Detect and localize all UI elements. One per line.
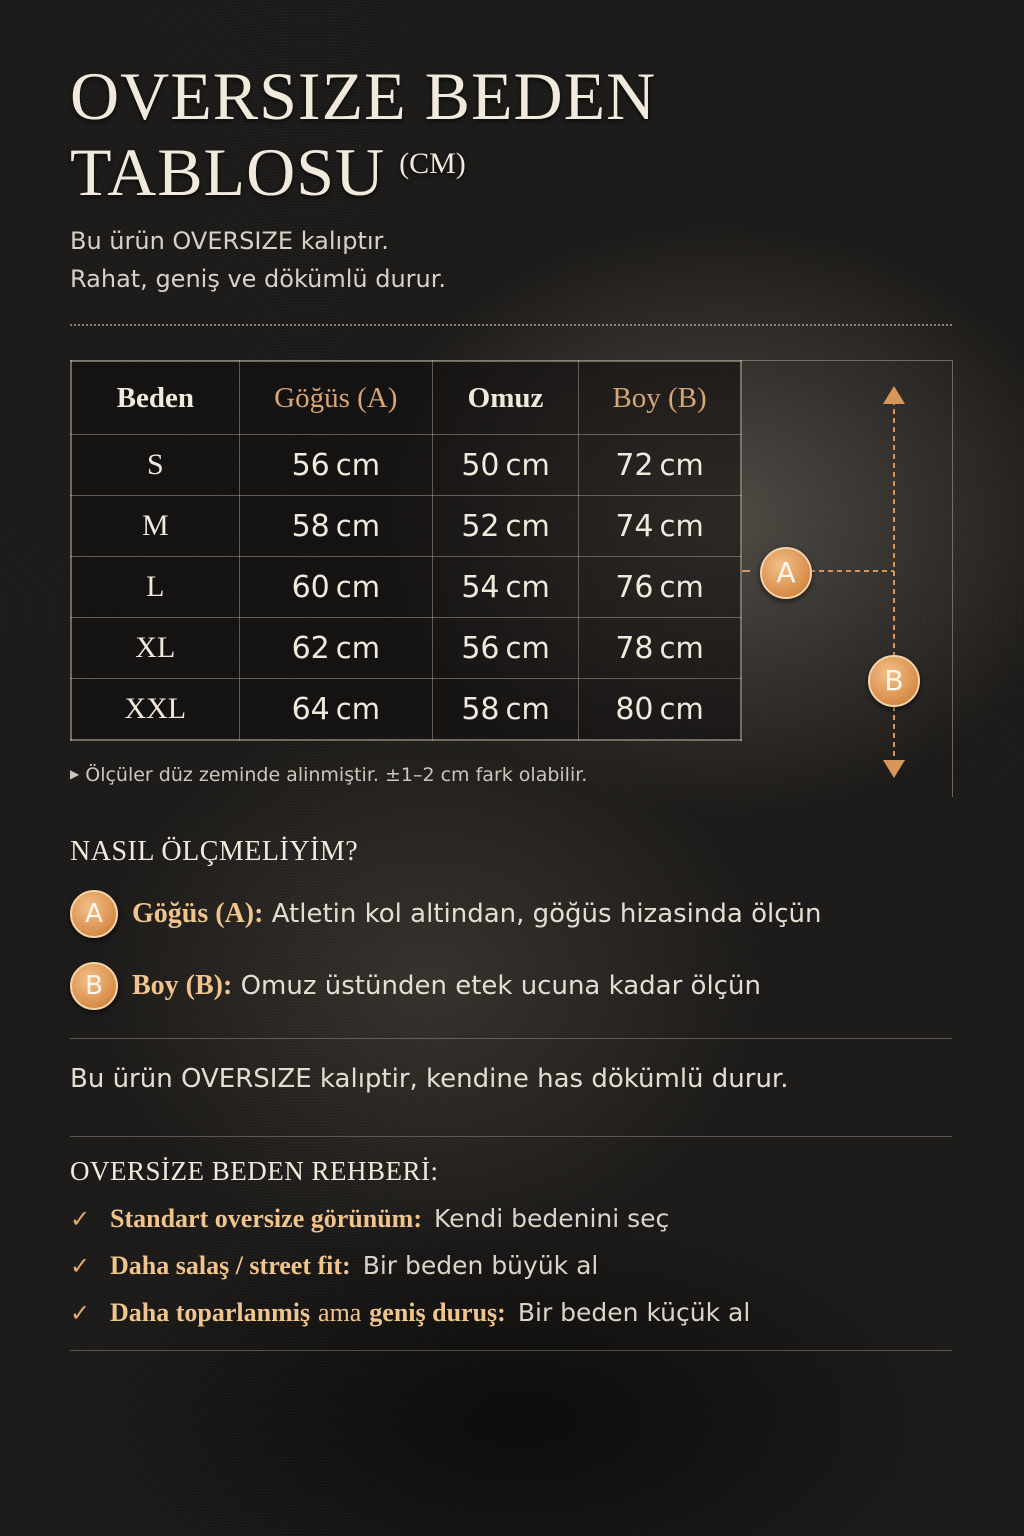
howto-text: [132, 898, 821, 930]
guide-label-part1: Daha toparlanmiş: [110, 1298, 311, 1327]
size-table: [70, 360, 742, 741]
cell-value: 62: [291, 630, 330, 666]
cell-gogus: [239, 435, 432, 496]
title-line-2: [70, 130, 656, 210]
cell-gogus: [239, 496, 432, 557]
howto-desc: Atletin kol altindan, göğüs hizasinda ölçün: [271, 899, 822, 929]
cell-size: XL: [71, 618, 239, 679]
cell-unit: cm: [505, 569, 550, 604]
measurement-note: [70, 764, 587, 786]
arrow-down-icon: [883, 760, 905, 778]
triangle-bullet-icon: ▶: [70, 767, 80, 781]
cell-size: S: [71, 435, 239, 496]
check-icon: ✓: [70, 1205, 91, 1233]
check-icon: ✓: [70, 1252, 91, 1280]
howto-title: NASIL ÖLÇMELİYİM?: [70, 836, 359, 867]
divider: [70, 1136, 952, 1137]
cell-gogus: [239, 557, 432, 618]
howto-item-a: [70, 890, 821, 938]
dotted-divider: [70, 324, 952, 326]
guide-value: Bir beden büyük al: [362, 1251, 599, 1280]
badge-a-icon: A: [760, 547, 812, 599]
badge-b-icon: B: [70, 962, 118, 1010]
cell-value: 58: [461, 691, 500, 727]
cell-size: XXL: [71, 679, 239, 741]
cell-boy: [579, 679, 741, 741]
cell-value: 56: [291, 447, 330, 483]
arrow-up-icon: [883, 386, 905, 404]
cell-value: 52: [461, 508, 500, 544]
cell-unit: cm: [659, 630, 704, 665]
guide-item: [70, 1298, 750, 1328]
guide-title: OVERSİZE BEDEN REHBERİ:: [70, 1156, 439, 1186]
summary-text: Bu ürün OVERSIZE kalıptir, kendine has dökümlü durur.: [70, 1064, 789, 1094]
cell-unit: cm: [335, 447, 380, 482]
cell-value: 60: [291, 569, 330, 605]
cell-unit: cm: [335, 508, 380, 543]
measurement-diagram: [742, 360, 952, 800]
cell-value: 72: [615, 447, 654, 483]
cell-unit: cm: [659, 569, 704, 604]
title-line-1: OVERSIZE BEDEN: [70, 58, 657, 134]
intro-text: [70, 222, 446, 298]
cell-boy: [579, 496, 741, 557]
cell-unit: cm: [659, 691, 704, 726]
cell-omuz: [432, 679, 578, 741]
cell-omuz: [432, 435, 578, 496]
cell-value: 74: [615, 508, 654, 544]
divider: [70, 1038, 952, 1039]
table-row: [71, 496, 741, 557]
check-icon: ✓: [70, 1299, 91, 1327]
cell-value: 58: [291, 508, 330, 544]
guide-value: Bir beden küçük al: [517, 1298, 751, 1327]
header-omuz: Omuz: [432, 361, 578, 435]
header-beden: Beden: [71, 361, 239, 435]
cell-value: 54: [461, 569, 500, 605]
cell-unit: cm: [335, 569, 380, 604]
title-unit: (CM): [399, 147, 466, 180]
cell-unit: cm: [505, 447, 550, 482]
guide-label: Daha salaş / street fit:: [110, 1251, 351, 1280]
cell-omuz: [432, 557, 578, 618]
cell-value: 80: [615, 691, 654, 727]
table-row: [71, 679, 741, 741]
cell-unit: cm: [659, 447, 704, 482]
howto-item-b: [70, 962, 761, 1010]
cell-unit: cm: [335, 691, 380, 726]
cell-boy: [579, 557, 741, 618]
cell-boy: [579, 435, 741, 496]
note-text: Ölçüler düz zeminde alinmiştir. ±1–2 cm fark olabilir.: [85, 764, 588, 786]
howto-label: Boy (B):: [132, 970, 233, 1001]
title-word: TABLOSU: [70, 134, 386, 210]
cell-size: L: [71, 557, 239, 618]
divider: [70, 1350, 952, 1351]
intro-line-2: Rahat, geniş ve dökümlü durur.: [70, 265, 447, 293]
cell-unit: cm: [505, 691, 550, 726]
howto-text: [132, 970, 761, 1002]
cell-unit: cm: [505, 630, 550, 665]
badge-b-icon: B: [868, 655, 920, 707]
guide-item: [70, 1204, 669, 1234]
cell-unit: cm: [659, 508, 704, 543]
page-title: [70, 58, 657, 210]
header-gogus: Göğüs (A): [239, 361, 432, 435]
howto-label: Göğüs (A):: [132, 898, 264, 929]
table-row: [71, 557, 741, 618]
cell-boy: [579, 618, 741, 679]
cell-unit: cm: [335, 630, 380, 665]
cell-unit: cm: [505, 508, 550, 543]
table-row: [71, 618, 741, 679]
cell-gogus: [239, 679, 432, 741]
header-boy: Boy (B): [579, 361, 741, 435]
guide-value: Kendi bedenini seç: [433, 1204, 670, 1233]
cell-size: M: [71, 496, 239, 557]
guide-label: Standart oversize görünüm:: [110, 1204, 422, 1233]
guide-label-part2: ama: [318, 1298, 362, 1327]
cell-gogus: [239, 618, 432, 679]
cell-value: 56: [461, 630, 500, 666]
table-header-row: [71, 361, 741, 435]
cell-omuz: [432, 618, 578, 679]
guide-label-part3: geniş duruş:: [369, 1298, 506, 1327]
cell-value: 64: [291, 691, 330, 727]
intro-line-1: Bu ürün OVERSIZE kalıptır.: [70, 227, 389, 255]
howto-desc: Omuz üstünden etek ucuna kadar ölçün: [240, 971, 761, 1001]
guide-item: [70, 1251, 598, 1281]
cell-value: 50: [461, 447, 500, 483]
badge-a-icon: A: [70, 890, 118, 938]
table-row: [71, 435, 741, 496]
cell-value: 76: [615, 569, 654, 605]
cell-value: 78: [615, 630, 654, 666]
cell-omuz: [432, 496, 578, 557]
